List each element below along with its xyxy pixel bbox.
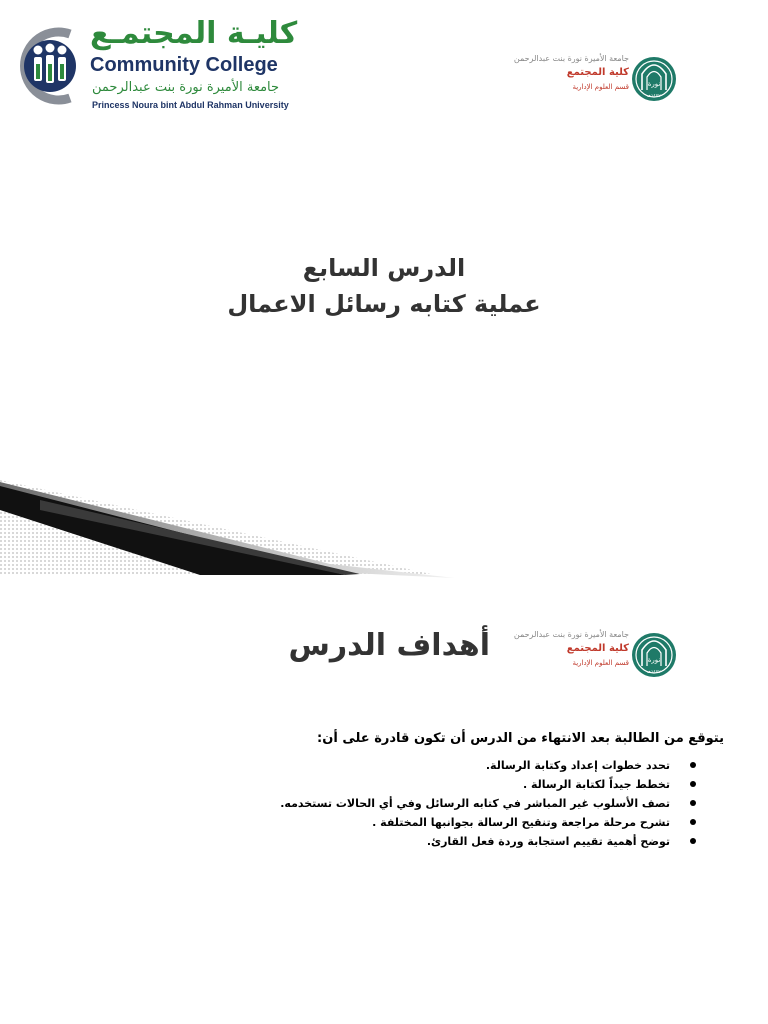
list-item <box>190 813 670 832</box>
university-emblem-icon <box>631 50 677 108</box>
bullet-icon <box>690 838 696 844</box>
university-logo-line3: قسم العلوم الإدارية <box>572 659 629 667</box>
lesson-number-title: الدرس السابع <box>302 254 466 282</box>
objectives-title: أهداف الدرس <box>288 628 490 663</box>
list-item <box>190 832 670 851</box>
community-college-logo <box>10 14 298 116</box>
community-college-emblem-icon <box>10 20 86 112</box>
college-english-name: Community College <box>90 54 278 76</box>
university-emblem-text: نورة <box>647 656 661 664</box>
objective-text: تشرح مرحلة مراجعة وتنقيح الرسالة بجوانبها المختلفة . <box>372 816 670 829</box>
objective-text: تخطط جيداً لكتابة الرسالة . <box>522 778 670 791</box>
list-item <box>190 756 670 775</box>
college-arabic-name: كليـة المجتمـع <box>90 16 298 51</box>
university-logo-line2: كلية المجتمع <box>566 67 629 78</box>
university-emblem-year: ١٤٢٧هـ <box>647 670 661 675</box>
university-emblem-year: ١٤٢٧هـ <box>647 94 661 99</box>
objective-text: تحدد خطوات إعداد وكتابة الرسالة. <box>485 759 670 772</box>
objectives-intro: يتوقع من الطالبة بعد الانتهاء من الدرس أن تكون قادرة على أن: <box>317 731 724 746</box>
university-emblem-icon <box>631 626 677 684</box>
university-logo-line2: كلية المجتمع <box>566 643 629 654</box>
university-logo <box>497 50 677 110</box>
university-emblem-text: نورة <box>647 80 661 88</box>
university-logo-line3: قسم العلوم الإدارية <box>572 83 629 91</box>
slide-divider-swoosh <box>0 480 768 580</box>
university-arabic-name: جامعة الأميرة نورة بنت عبدالرحمن <box>92 80 280 95</box>
university-logo-slide2 <box>497 626 677 686</box>
objective-text: توضح أهمية تقييم استجابة وردة فعل القارئ. <box>426 835 670 848</box>
objectives-list <box>190 756 670 851</box>
objective-text: تصف الأسلوب غير المباشر في كتابه الرسائل وفي أي الحالات تستخدمه. <box>280 797 670 810</box>
list-item <box>190 794 670 813</box>
bullet-icon <box>690 819 696 825</box>
list-item <box>190 775 670 794</box>
university-english-name: Princess Noura bint Abdul Rahman University <box>92 100 289 110</box>
bullet-icon <box>690 762 696 768</box>
bullet-icon <box>690 781 696 787</box>
lesson-topic-title: عملية كتابه رسائل الاعمال <box>227 290 541 318</box>
bullet-icon <box>690 800 696 806</box>
university-logo-line1: جامعة الأميرة نورة بنت عبدالرحمن <box>513 630 629 639</box>
university-logo-line1: جامعة الأميرة نورة بنت عبدالرحمن <box>513 54 629 63</box>
